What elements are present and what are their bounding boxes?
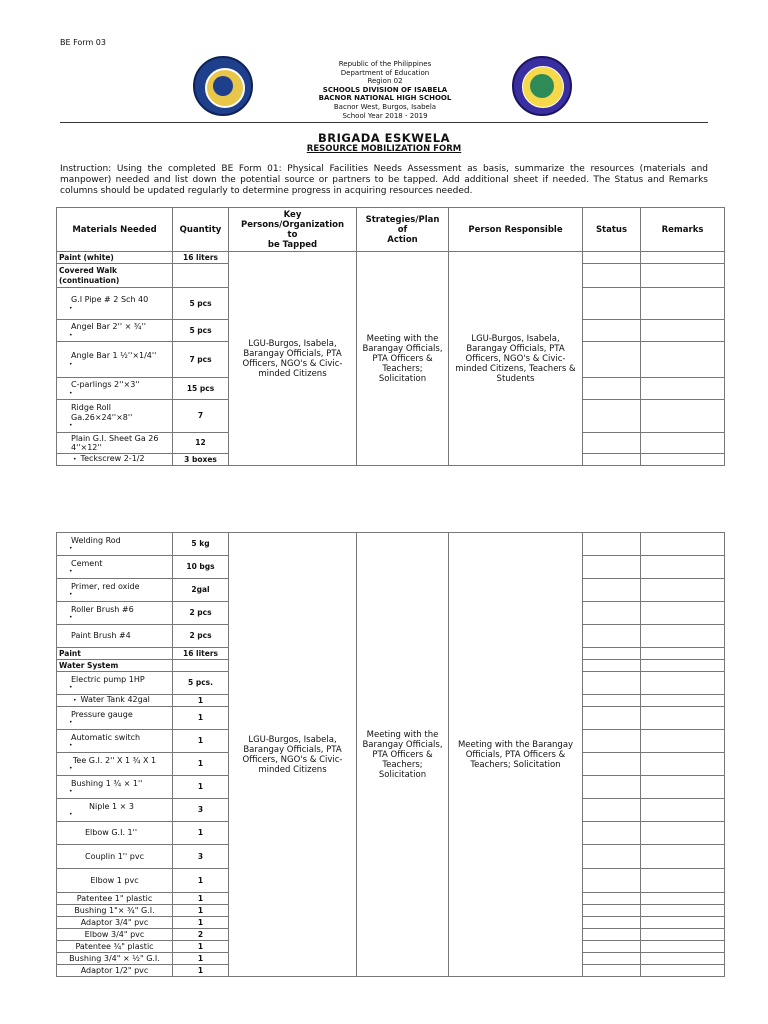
remarks-cell[interactable]	[641, 965, 725, 977]
form-title: BRIGADA ESKWELA	[317, 131, 450, 145]
material-cell: Niple 1 × 3 •	[57, 799, 173, 822]
quantity-cell: 1	[173, 822, 229, 845]
material-cell: • Teckscrew 2-1/2	[57, 454, 173, 466]
quantity-cell: 2	[173, 929, 229, 941]
remarks-cell[interactable]	[641, 454, 725, 466]
status-cell[interactable]	[583, 893, 641, 905]
quantity-cell: 1	[173, 905, 229, 917]
status-cell[interactable]	[583, 695, 641, 707]
letterhead-department: Department of Education	[340, 68, 430, 77]
material-cell: Bushing 3/4" × ½" G.I.	[57, 953, 173, 965]
letterhead-school: BACNOR NATIONAL HIGH SCHOOL	[318, 94, 452, 103]
remarks-cell[interactable]	[641, 753, 725, 776]
remarks-cell[interactable]	[641, 953, 725, 965]
remarks-cell[interactable]	[641, 252, 725, 264]
quantity-cell: 1	[173, 893, 229, 905]
material-cell: Electric pump 1HP •	[57, 672, 173, 695]
resource-table-2	[56, 532, 725, 977]
quantity-cell: 1	[173, 707, 229, 730]
material-cell: Paint Brush #4	[57, 625, 173, 648]
letterhead-division: SCHOOLS DIVISION OF ISABELA	[322, 85, 448, 94]
person-responsible-cell: LGU-Burgos, Isabela, Barangay Officials, PTA Officers, NGO's & Civic-minded Citizens, Teachers & Students	[449, 252, 583, 466]
remarks-cell[interactable]	[641, 288, 725, 320]
quantity-cell: 5 pcs	[173, 288, 229, 320]
quantity-cell: 1	[173, 869, 229, 893]
material-cell: Elbow G.I. 1''	[57, 822, 173, 845]
col-remarks: Remarks	[641, 208, 725, 252]
remarks-cell[interactable]	[641, 929, 725, 941]
remarks-cell[interactable]	[641, 579, 725, 602]
form-id: BE Form 03	[60, 38, 106, 47]
status-cell[interactable]	[583, 400, 641, 433]
status-cell[interactable]	[583, 845, 641, 869]
remarks-cell[interactable]	[641, 707, 725, 730]
quantity-cell: 5 kg	[173, 533, 229, 556]
remarks-cell[interactable]	[641, 845, 725, 869]
material-cell: G.I Pipe # 2 Sch 40 •	[57, 288, 173, 320]
material-cell: Plain G.I. Sheet Ga 26 4''×12''	[57, 433, 173, 454]
key-persons-cell: LGU-Burgos, Isabela, Barangay Officials, PTA Officers, NGO's & Civic-minded Citizens	[229, 533, 357, 977]
status-cell[interactable]	[583, 869, 641, 893]
col-status: Status	[583, 208, 641, 252]
material-cell: Elbow 1 pvc	[57, 869, 173, 893]
material-cell: Bushing 1 ¾ × 1'' •	[57, 776, 173, 799]
quantity-cell: 7	[173, 400, 229, 433]
table-row	[57, 252, 725, 264]
quantity-cell: 16 liters	[173, 648, 229, 660]
status-cell[interactable]	[583, 941, 641, 953]
material-cell: Primer, red oxide •	[57, 579, 173, 602]
remarks-cell[interactable]	[641, 433, 725, 454]
form-subtitle: RESOURCE MOBILIZATION FORM	[306, 144, 462, 154]
material-cell: Patentee 1" plastic	[57, 893, 173, 905]
letterhead-address: Bacnor West, Burgos, Isabela	[333, 102, 437, 111]
col-strategies: Strategies/Plan of Action	[357, 208, 449, 252]
material-cell: Paint	[57, 648, 173, 660]
remarks-cell[interactable]	[641, 378, 725, 400]
quantity-cell: 1	[173, 965, 229, 977]
material-cell: Adaptor 3/4" pvc	[57, 917, 173, 929]
strategies-cell: Meeting with the Barangay Officials, PTA Officers & Teachers; Solicitation	[357, 252, 449, 466]
material-cell: Ridge Roll Ga.26×24''×8'' •	[57, 400, 173, 433]
status-cell[interactable]	[583, 730, 641, 753]
material-cell: Angel Bar 2'' × ¾'' •	[57, 320, 173, 342]
key-persons-cell: LGU-Burgos, Isabela, Barangay Officials, PTA Officers, NGO's & Civic-minded Citizens	[229, 252, 357, 466]
remarks-cell[interactable]	[641, 625, 725, 648]
quantity-cell: 2 pcs	[173, 602, 229, 625]
remarks-cell[interactable]	[641, 556, 725, 579]
quantity-cell: 1	[173, 917, 229, 929]
letterhead-country: Republic of the Philippines	[338, 60, 432, 68]
status-cell[interactable]	[583, 799, 641, 822]
status-cell[interactable]	[583, 264, 641, 288]
material-cell: Bushing 1"× ¾" G.I.	[57, 905, 173, 917]
person-responsible-cell: Meeting with the Barangay Officials, PTA Officers & Teachers; Solicitation	[449, 533, 583, 977]
quantity-cell: 7 pcs	[173, 342, 229, 378]
remarks-cell[interactable]	[641, 917, 725, 929]
col-quantity: Quantity	[173, 208, 229, 252]
remarks-cell[interactable]	[641, 941, 725, 953]
status-cell[interactable]	[583, 822, 641, 845]
quantity-cell	[173, 264, 229, 288]
quantity-cell: 1	[173, 776, 229, 799]
material-cell: Couplin 1'' pvc	[57, 845, 173, 869]
material-cell: Paint (white)	[57, 252, 173, 264]
remarks-cell[interactable]	[641, 893, 725, 905]
material-cell: Cement •	[57, 556, 173, 579]
remarks-cell[interactable]	[641, 799, 725, 822]
material-cell: • Water Tank 42gal	[57, 695, 173, 707]
quantity-cell: 12	[173, 433, 229, 454]
status-cell[interactable]	[583, 953, 641, 965]
remarks-cell[interactable]	[641, 264, 725, 288]
material-cell: Patentee ¾" plastic	[57, 941, 173, 953]
status-cell[interactable]	[583, 929, 641, 941]
quantity-cell: 1	[173, 941, 229, 953]
remarks-cell[interactable]	[641, 602, 725, 625]
quantity-cell: 1	[173, 753, 229, 776]
remarks-cell[interactable]	[641, 822, 725, 845]
status-cell[interactable]	[583, 707, 641, 730]
letterhead-region: Region 02	[367, 77, 403, 86]
remarks-cell[interactable]	[641, 730, 725, 753]
quantity-cell: 3	[173, 845, 229, 869]
material-cell: Angle Bar 1 ½''×1/4'' •	[57, 342, 173, 378]
material-cell: Welding Rod •	[57, 533, 173, 556]
col-materials: Materials Needed	[57, 208, 173, 252]
status-cell[interactable]	[583, 648, 641, 660]
remarks-cell[interactable]	[641, 533, 725, 556]
remarks-cell[interactable]	[641, 660, 725, 672]
status-cell[interactable]	[583, 905, 641, 917]
material-cell: Covered Walk (continuation)	[57, 264, 173, 288]
status-cell[interactable]	[583, 533, 641, 556]
remarks-cell[interactable]	[641, 776, 725, 799]
quantity-cell	[173, 660, 229, 672]
quantity-cell: 10 bgs	[173, 556, 229, 579]
material-cell: Water System	[57, 660, 173, 672]
material-cell: C-parlings 2''×3'' •	[57, 378, 173, 400]
status-cell[interactable]	[583, 288, 641, 320]
status-cell[interactable]	[583, 556, 641, 579]
quantity-cell: 2 pcs	[173, 625, 229, 648]
quantity-cell: 15 pcs	[173, 378, 229, 400]
status-cell[interactable]	[583, 579, 641, 602]
quantity-cell: 1	[173, 953, 229, 965]
table-header-row	[57, 208, 725, 252]
status-cell[interactable]	[583, 625, 641, 648]
table-row	[57, 533, 725, 556]
material-cell: Adaptor 1/2" pvc	[57, 965, 173, 977]
letterhead	[250, 60, 520, 120]
status-cell[interactable]	[583, 917, 641, 929]
material-cell: Automatic switch •	[57, 730, 173, 753]
remarks-cell[interactable]	[641, 320, 725, 342]
status-cell[interactable]	[583, 378, 641, 400]
remarks-cell[interactable]	[641, 869, 725, 893]
quantity-cell: 5 pcs.	[173, 672, 229, 695]
status-cell[interactable]	[583, 965, 641, 977]
letterhead-school-year: School Year 2018 - 2019	[342, 111, 428, 120]
material-cell: Tee G.I. 2'' X 1 ¾ X 1 •	[57, 753, 173, 776]
status-cell[interactable]	[583, 602, 641, 625]
quantity-cell: 1	[173, 730, 229, 753]
school-seal-logo	[512, 56, 572, 116]
status-cell[interactable]	[583, 454, 641, 466]
instruction-text: Instruction: Using the completed BE Form 01: Physical Facilities Needs Assessment as basis, summarize the resources (materials and manpower) needed and list down the potential source or partners to be tapped. Add additional sheet if needed. The Status and Remarks columns should be updated regularly to determine progress in acquiring resources needed.	[60, 164, 708, 196]
remarks-cell[interactable]	[641, 695, 725, 707]
header-divider	[60, 122, 708, 123]
remarks-cell[interactable]	[641, 342, 725, 378]
remarks-cell[interactable]	[641, 672, 725, 695]
quantity-cell: 2gal	[173, 579, 229, 602]
remarks-cell[interactable]	[641, 648, 725, 660]
status-cell[interactable]	[583, 320, 641, 342]
status-cell[interactable]	[583, 252, 641, 264]
deped-seal-logo	[193, 56, 253, 116]
status-cell[interactable]	[583, 660, 641, 672]
material-cell: Pressure gauge •	[57, 707, 173, 730]
status-cell[interactable]	[583, 342, 641, 378]
remarks-cell[interactable]	[641, 905, 725, 917]
material-cell: Roller Brush #6 •	[57, 602, 173, 625]
remarks-cell[interactable]	[641, 400, 725, 433]
quantity-cell: 3	[173, 799, 229, 822]
status-cell[interactable]	[583, 776, 641, 799]
quantity-cell: 16 liters	[173, 252, 229, 264]
material-cell: Elbow 3/4" pvc	[57, 929, 173, 941]
status-cell[interactable]	[583, 672, 641, 695]
quantity-cell: 5 pcs	[173, 320, 229, 342]
col-person-responsible: Person Responsible	[449, 208, 583, 252]
status-cell[interactable]	[583, 433, 641, 454]
status-cell[interactable]	[583, 753, 641, 776]
strategies-cell: Meeting with the Barangay Officials, PTA Officers & Teachers; Solicitation	[357, 533, 449, 977]
quantity-cell: 3 boxes	[173, 454, 229, 466]
col-key-persons: Key Persons/Organization to be Tapped	[229, 208, 357, 252]
resource-table-1	[56, 207, 725, 466]
quantity-cell: 1	[173, 695, 229, 707]
